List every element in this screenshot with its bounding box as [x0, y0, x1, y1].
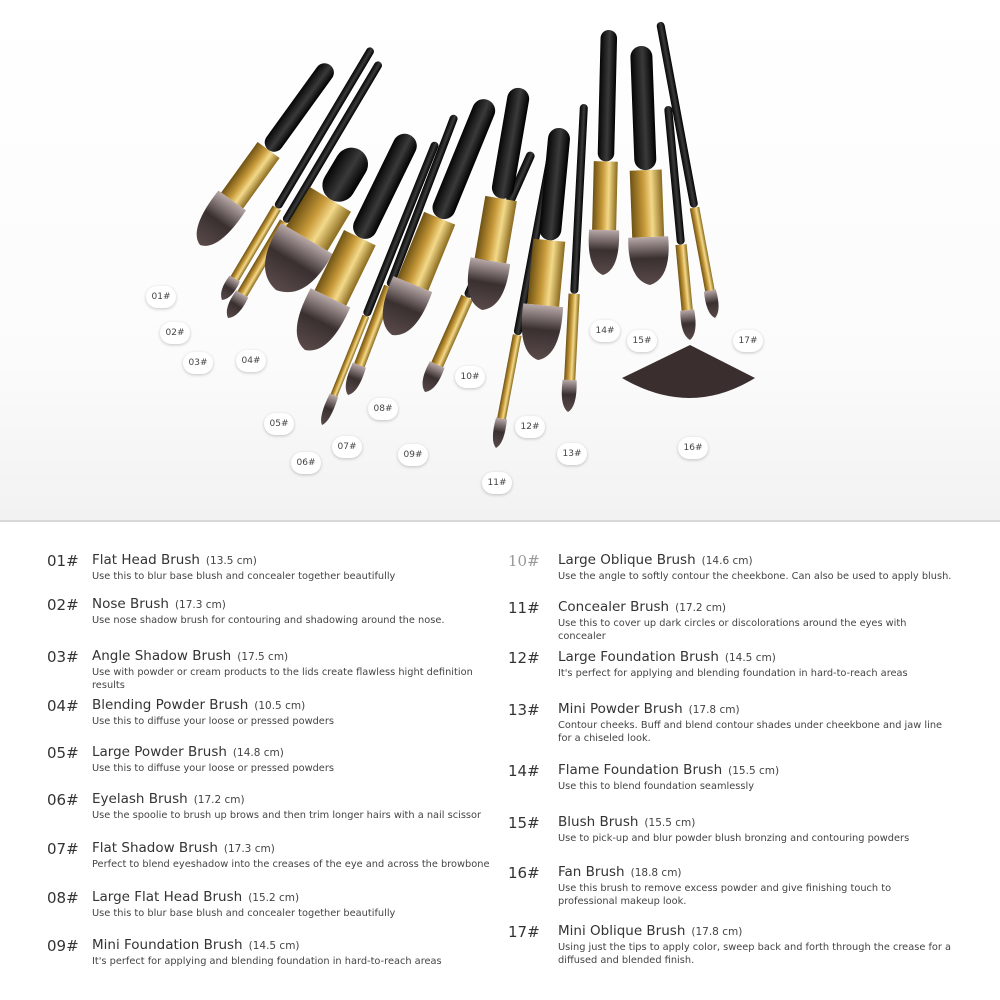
brush-number-label-05: 05#: [264, 413, 294, 435]
brush-size: (15.2 cm): [248, 892, 300, 904]
brush-description: It's perfect for applying and blending foundation in hard-to-reach areas: [92, 956, 442, 967]
brush-number-label-16: 16#: [678, 437, 708, 459]
brush-size: (17.5 cm): [237, 651, 289, 663]
brush-description: Use to pick-up and blur powder blush bronzing and contouring powders: [558, 833, 910, 844]
brush-number-label-02: 02#: [160, 322, 190, 344]
brush-size: (17.8 cm): [691, 926, 743, 938]
brush-number: 01#: [47, 552, 79, 570]
brush-number-label-10: 10#: [455, 366, 485, 388]
brush-number-label-01: 01#: [146, 286, 176, 308]
brush-size: (13.5 cm): [205, 555, 257, 567]
brush-name: Large Foundation Brush (14.5 cm): [558, 649, 776, 665]
brush-number-label-04: 04#: [236, 350, 266, 372]
brush-description: Perfect to blend eyeshadow into the creases of the eye and across the browbone: [92, 859, 490, 870]
brush-name: Mini Powder Brush (17.8 cm): [558, 701, 740, 717]
brush-size: (14.8 cm): [232, 747, 284, 759]
brush-number: 02#: [47, 596, 79, 614]
brush-number: 10#: [508, 552, 540, 570]
brush-name: Large Oblique Brush (14.6 cm): [558, 552, 753, 568]
brush-number-label-13: 13#: [557, 443, 587, 465]
brush-size: (15.5 cm): [644, 817, 696, 829]
brush-14: [588, 30, 624, 276]
brush-name: Concealer Brush (17.2 cm): [558, 599, 727, 615]
brush-description: Use nose shadow brush for contouring and shadowing around the nose.: [92, 615, 445, 626]
brush-number: 13#: [508, 701, 540, 719]
brush-description: Use this brush to remove excess powder and give finishing touch to professional makeup look.: [558, 883, 892, 907]
brush-name: Blending Powder Brush (10.5 cm): [92, 697, 306, 713]
brush-number: 09#: [47, 937, 79, 955]
brush-size: (10.5 cm): [254, 700, 306, 712]
brush-description: Use this to diffuse your loose or pressed powders: [92, 716, 334, 727]
brush-number: 03#: [47, 648, 79, 666]
brush-name: Eyelash Brush (17.2 cm): [92, 791, 245, 807]
brush-name: Mini Oblique Brush (17.8 cm): [558, 923, 743, 939]
brush-number-label-09: 09#: [398, 444, 428, 466]
brush-number-label-12: 12#: [515, 416, 545, 438]
brush-number-label-03: 03#: [183, 352, 213, 374]
brush-description: It's perfect for applying and blending foundation in hard-to-reach areas: [558, 668, 908, 679]
brush-description: Use this to blur base blush and concealer together beautifully: [92, 571, 396, 582]
brush-number-label-14: 14#: [590, 320, 620, 342]
brush-number: 12#: [508, 649, 540, 667]
brush-description: Use with powder or cream products to the lids create flawless hight definition results: [92, 667, 473, 691]
brush-number: 11#: [508, 599, 540, 617]
brush-size: (17.2 cm): [193, 794, 245, 806]
brush-description: Use this to cover up dark circles or discolorations around the eyes with concealer: [558, 618, 907, 642]
brush-number-label-11: 11#: [482, 472, 512, 494]
brush-description: Use the spoolie to brush up brows and then trim longer hairs with a nail scissor: [92, 810, 482, 821]
brush-size: (14.6 cm): [701, 555, 753, 567]
brush-description: Using just the tips to apply color, sweep back and forth through the crease for a diffused and blended finish.: [558, 942, 952, 966]
brush-number-label-06: 06#: [291, 452, 321, 474]
brush-name: Flame Foundation Brush (15.5 cm): [558, 762, 780, 778]
brush-description: Use this to blur base blush and concealer together beautifully: [92, 908, 396, 919]
brush-name: Large Flat Head Brush (15.2 cm): [92, 889, 300, 905]
brush-size: (17.3 cm): [223, 843, 275, 855]
brush-number-label-15: 15#: [627, 330, 657, 352]
brush-size: (17.3 cm): [174, 599, 226, 611]
brush-size: (17.2 cm): [675, 602, 727, 614]
brush-15: [621, 45, 670, 286]
brush-number: 07#: [47, 840, 79, 858]
brush-number: 04#: [47, 697, 79, 715]
brush-description: Contour cheeks. Buff and blend contour shades under cheekbone and jaw line for a chiseled look.: [558, 720, 943, 744]
brush-number: 17#: [508, 923, 540, 941]
brush-name: Large Powder Brush (14.8 cm): [92, 744, 284, 760]
brush-size: (15.5 cm): [728, 765, 780, 777]
brush-size: (17.8 cm): [688, 704, 740, 716]
brush-description: Use this to diffuse your loose or pressed powders: [92, 763, 334, 774]
brush-number: 08#: [47, 889, 79, 907]
brush-name: Flat Shadow Brush (17.3 cm): [92, 840, 275, 856]
brush-description: Use this to blend foundation seamlessly: [558, 781, 754, 792]
brush-number-label-08: 08#: [368, 398, 398, 420]
brush-name: Flat Head Brush (13.5 cm): [92, 552, 257, 568]
brush-size: (18.8 cm): [630, 867, 682, 879]
brush-number-label-17: 17#: [733, 330, 763, 352]
brush-number: 16#: [508, 864, 540, 882]
brush-number: 15#: [508, 814, 540, 832]
brush-name: Nose Brush (17.3 cm): [92, 596, 226, 612]
brush-number-label-07: 07#: [332, 436, 362, 458]
brush-name: Fan Brush (18.8 cm): [558, 864, 682, 880]
brush-number: 05#: [47, 744, 79, 762]
brush-name: Mini Foundation Brush (14.5 cm): [92, 937, 300, 953]
brush-size: (14.5 cm): [248, 940, 300, 952]
brush-name: Blush Brush (15.5 cm): [558, 814, 696, 830]
brush-description-list: [0, 522, 1000, 1000]
brush-name: Angle Shadow Brush (17.5 cm): [92, 648, 289, 664]
brush-number: 14#: [508, 762, 540, 780]
fan-brush-head: [622, 345, 755, 398]
brush-description: Use the angle to softly contour the cheekbone. Can also be used to apply blush.: [558, 571, 952, 582]
brush-number: 06#: [47, 791, 79, 809]
brush-size: (14.5 cm): [724, 652, 776, 664]
